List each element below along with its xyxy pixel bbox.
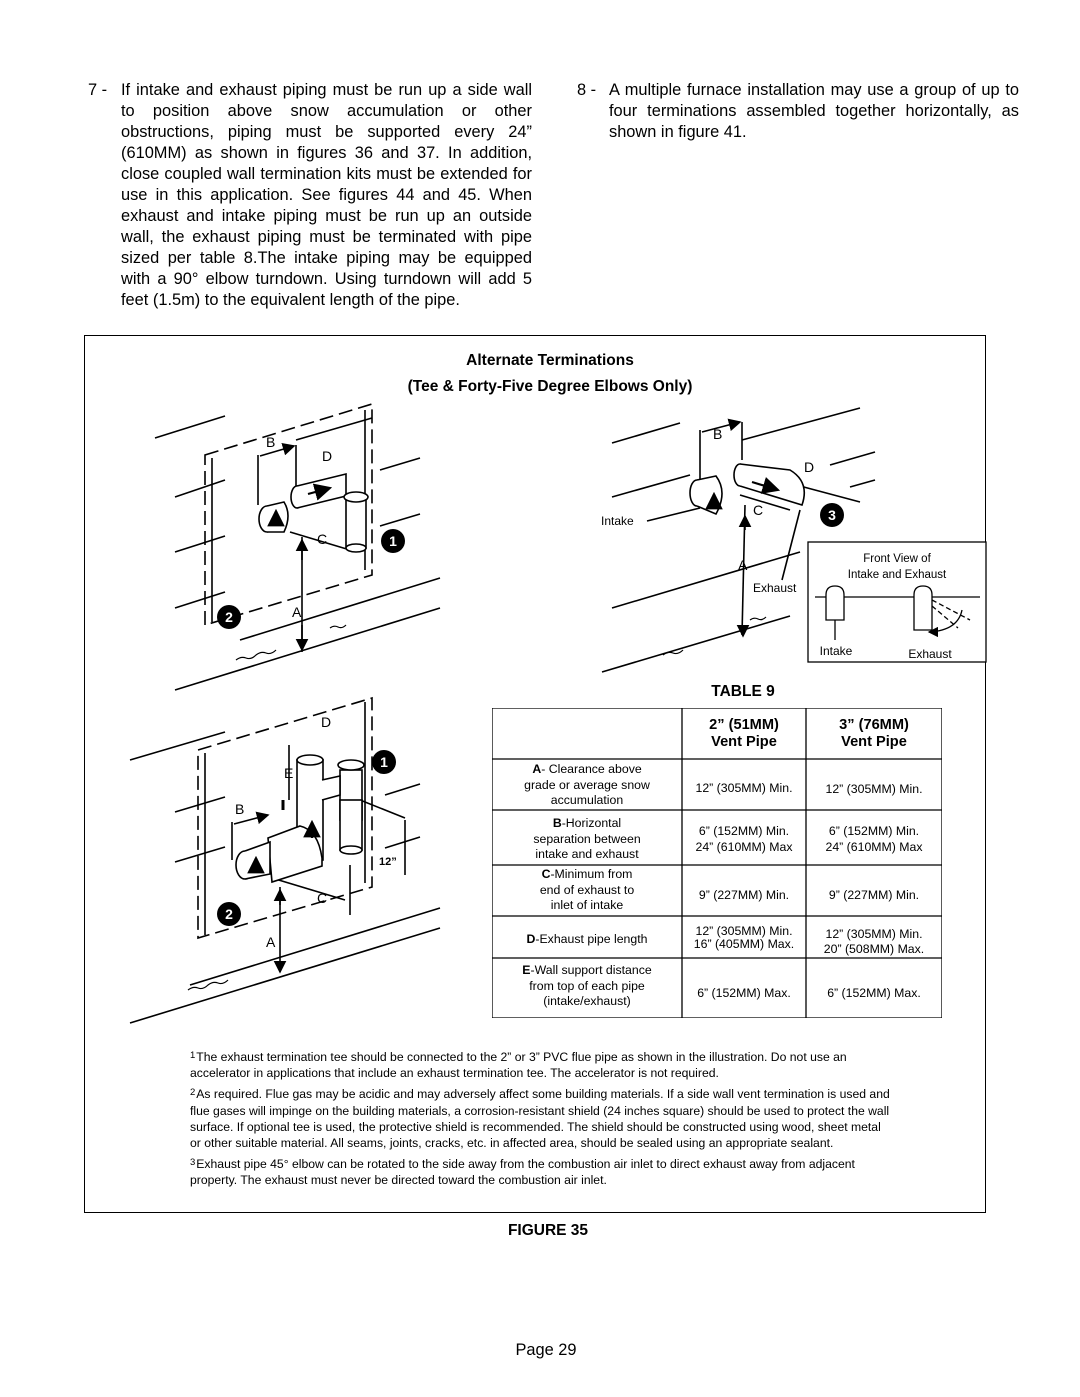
callout-1: 1 (389, 533, 397, 549)
table-caption: TABLE 9 (711, 683, 775, 700)
page-number (0, 1341, 1080, 1360)
dim-label-c: C (317, 531, 328, 547)
intake-label: Intake (601, 514, 634, 528)
row-label-c (492, 867, 682, 914)
dim-label-a: A (266, 934, 276, 950)
row-label-line: (intake/exhaust) (543, 994, 631, 1008)
footnote-marker: 2 (190, 1087, 196, 1099)
column-header-3in-size: 3” (76MM) (839, 717, 909, 733)
row-label-a (492, 762, 682, 809)
row-key: D (526, 932, 536, 946)
column-header-2in-vent: Vent Pipe (711, 734, 777, 750)
row-key: E (522, 963, 531, 977)
row-key: C (541, 867, 551, 881)
column-header-2in-size: 2” (51MM) (709, 717, 779, 733)
cell-line: 16” (405MM) Max. (693, 937, 795, 951)
page-number-text: Page 29 (515, 1341, 577, 1359)
cell-line: 24” (610MM) Max (695, 839, 793, 854)
row-label-text: -Wall support distance (530, 963, 652, 977)
cell-c-2in: 9” (227MM) Min. (698, 888, 790, 902)
row-label-text: -Horizontal (561, 816, 622, 830)
row-label-line: inlet of intake (550, 898, 624, 912)
footnote-marker: 3 (190, 1157, 196, 1169)
column-header-3in-vent: Vent Pipe (841, 734, 907, 750)
paragraph-number: 8 - (577, 81, 597, 99)
front-view-subtitle: Intake and Exhaust (847, 569, 947, 581)
footnote-3 (190, 1155, 890, 1188)
dim-label-c: C (753, 502, 764, 518)
dim-label-d: D (321, 714, 332, 730)
figure-caption (0, 1222, 1080, 1240)
cell-e-2in: 6” (152MM) Max. (697, 986, 791, 1000)
row-label-line: grade or average snow (524, 777, 650, 792)
row-label-line: intake and exhaust (535, 847, 639, 861)
figure-footnotes (190, 1048, 890, 1193)
cell-c-3in: 9” (227MM) Min. (828, 888, 920, 902)
row-label-e (492, 963, 682, 1010)
cell-line: 6” (152MM) Min. (828, 824, 920, 838)
cell-a-2in: 12” (305MM) Min. (695, 781, 793, 795)
column-header-2in (682, 717, 806, 751)
row-key: B (552, 816, 562, 830)
callout-2: 2 (225, 906, 233, 922)
dim-label-e: E (284, 765, 294, 781)
row-label-line: separation between (533, 831, 641, 846)
row-label-line: end of exhaust to (539, 882, 635, 897)
figure-subtitle-line: (Tee & Forty-Five Degree Elbows Only) (407, 378, 693, 395)
row-label-d (492, 932, 682, 948)
footnote-text: As required. Flue gas may be acidic and may adversely affect some building materials. If a side wall vent termination is used and flue gases will impinge on the building materials, a corrosion-resistant shield (24 inches square) should be used to protect the wall surface. If optional tee is used, the protective shield is recommended. The shield should be constructed using wood, sheet metal or other suitable material. All seams, joints, cracks, etc. in affected area, should be sealed using an appropriate sealant. (190, 1087, 890, 1151)
paragraph-number: 7 - (88, 81, 108, 99)
figure-title-line: Alternate Terminations (466, 352, 634, 369)
exhaust-label: Exhaust (753, 581, 797, 595)
dim-label-d: D (322, 448, 333, 464)
column-header-3in (806, 717, 942, 751)
cell-line: 20” (508MM) Max. (823, 942, 925, 956)
cell-b-3in (806, 824, 942, 855)
cell-d-3in (806, 927, 942, 957)
dim-label-b: B (713, 426, 723, 442)
row-label-text: - Clearance above (541, 762, 642, 776)
row-label-line: accumulation (550, 793, 624, 807)
cell-line: 24” (610MM) Max (825, 839, 923, 854)
dim-label-d: D (804, 459, 815, 475)
front-view-intake-label: Intake (819, 644, 853, 658)
row-key: A (532, 762, 542, 776)
dim-label-a: A (738, 557, 748, 573)
row-label-b (492, 816, 682, 863)
footnote-text: Exhaust pipe 45° elbow can be rotated to the side away from the combustion air inlet to direct exhaust away from adjacent property. The exhaust must never be directed toward the combustion air inlet. (190, 1157, 855, 1188)
dim-label-b: B (235, 801, 245, 817)
footnote-marker: 1 (190, 1050, 196, 1061)
cell-line: 12” (305MM) Min. (825, 927, 923, 941)
row-label-line: from top of each pipe (529, 978, 645, 993)
paragraph-text: If intake and exhaust piping must be run up a side wall to position above snow accumulation or other obstructions, piping must be supported every 24” (610MM) as shown in figures 36 and 37. In addition, close coupled wall termination kits must be extended for use in this application. See figures 44 and 45. When exhaust and intake piping must be run up an outside wall, the exhaust piping must be terminated with pipe sized per table 8.The intake piping may be equipped with a 90° elbow turndown. Using turndown will add 5 feet (1.5m) to the equivalent length of the pipe. (121, 81, 532, 309)
dim-label-12in: 12” (379, 856, 397, 868)
cell-line: 6” (152MM) Min. (698, 824, 790, 838)
cell-d-2in (682, 925, 806, 951)
cell-e-3in: 6” (152MM) Max. (827, 986, 921, 1000)
row-label-text: -Exhaust pipe length (535, 932, 648, 946)
dim-label-c: C (317, 890, 328, 906)
footnote-text: The exhaust termination tee should be connected to the 2” or 3” PVC flue pipe as shown in the illustration. Do not use an accelerator in applications that include an exhaust termination tee. The accelerator is not required. (190, 1050, 847, 1081)
footnote-1 (190, 1048, 890, 1081)
dim-label-b: B (266, 434, 276, 450)
figure-caption-text: FIGURE 35 (507, 1222, 589, 1239)
front-view-exhaust-label: Exhaust (908, 647, 952, 661)
row-label-text: -Minimum from (550, 867, 633, 881)
front-view-title: Front View of (863, 553, 931, 565)
callout-1: 1 (380, 754, 388, 770)
callout-3: 3 (828, 507, 836, 523)
cell-line: 12” (305MM) Min. (695, 924, 793, 938)
cell-b-2in (682, 824, 806, 855)
paragraph-text: A multiple furnace installation may use a group of up to four terminations assembled together horizontally, as shown in figure 41. (609, 81, 1019, 141)
footnote-2 (190, 1085, 890, 1151)
cell-a-3in: 12” (305MM) Min. (825, 782, 923, 796)
callout-2: 2 (225, 609, 233, 625)
clearance-table (492, 708, 942, 1018)
dim-label-a: A (292, 604, 302, 620)
